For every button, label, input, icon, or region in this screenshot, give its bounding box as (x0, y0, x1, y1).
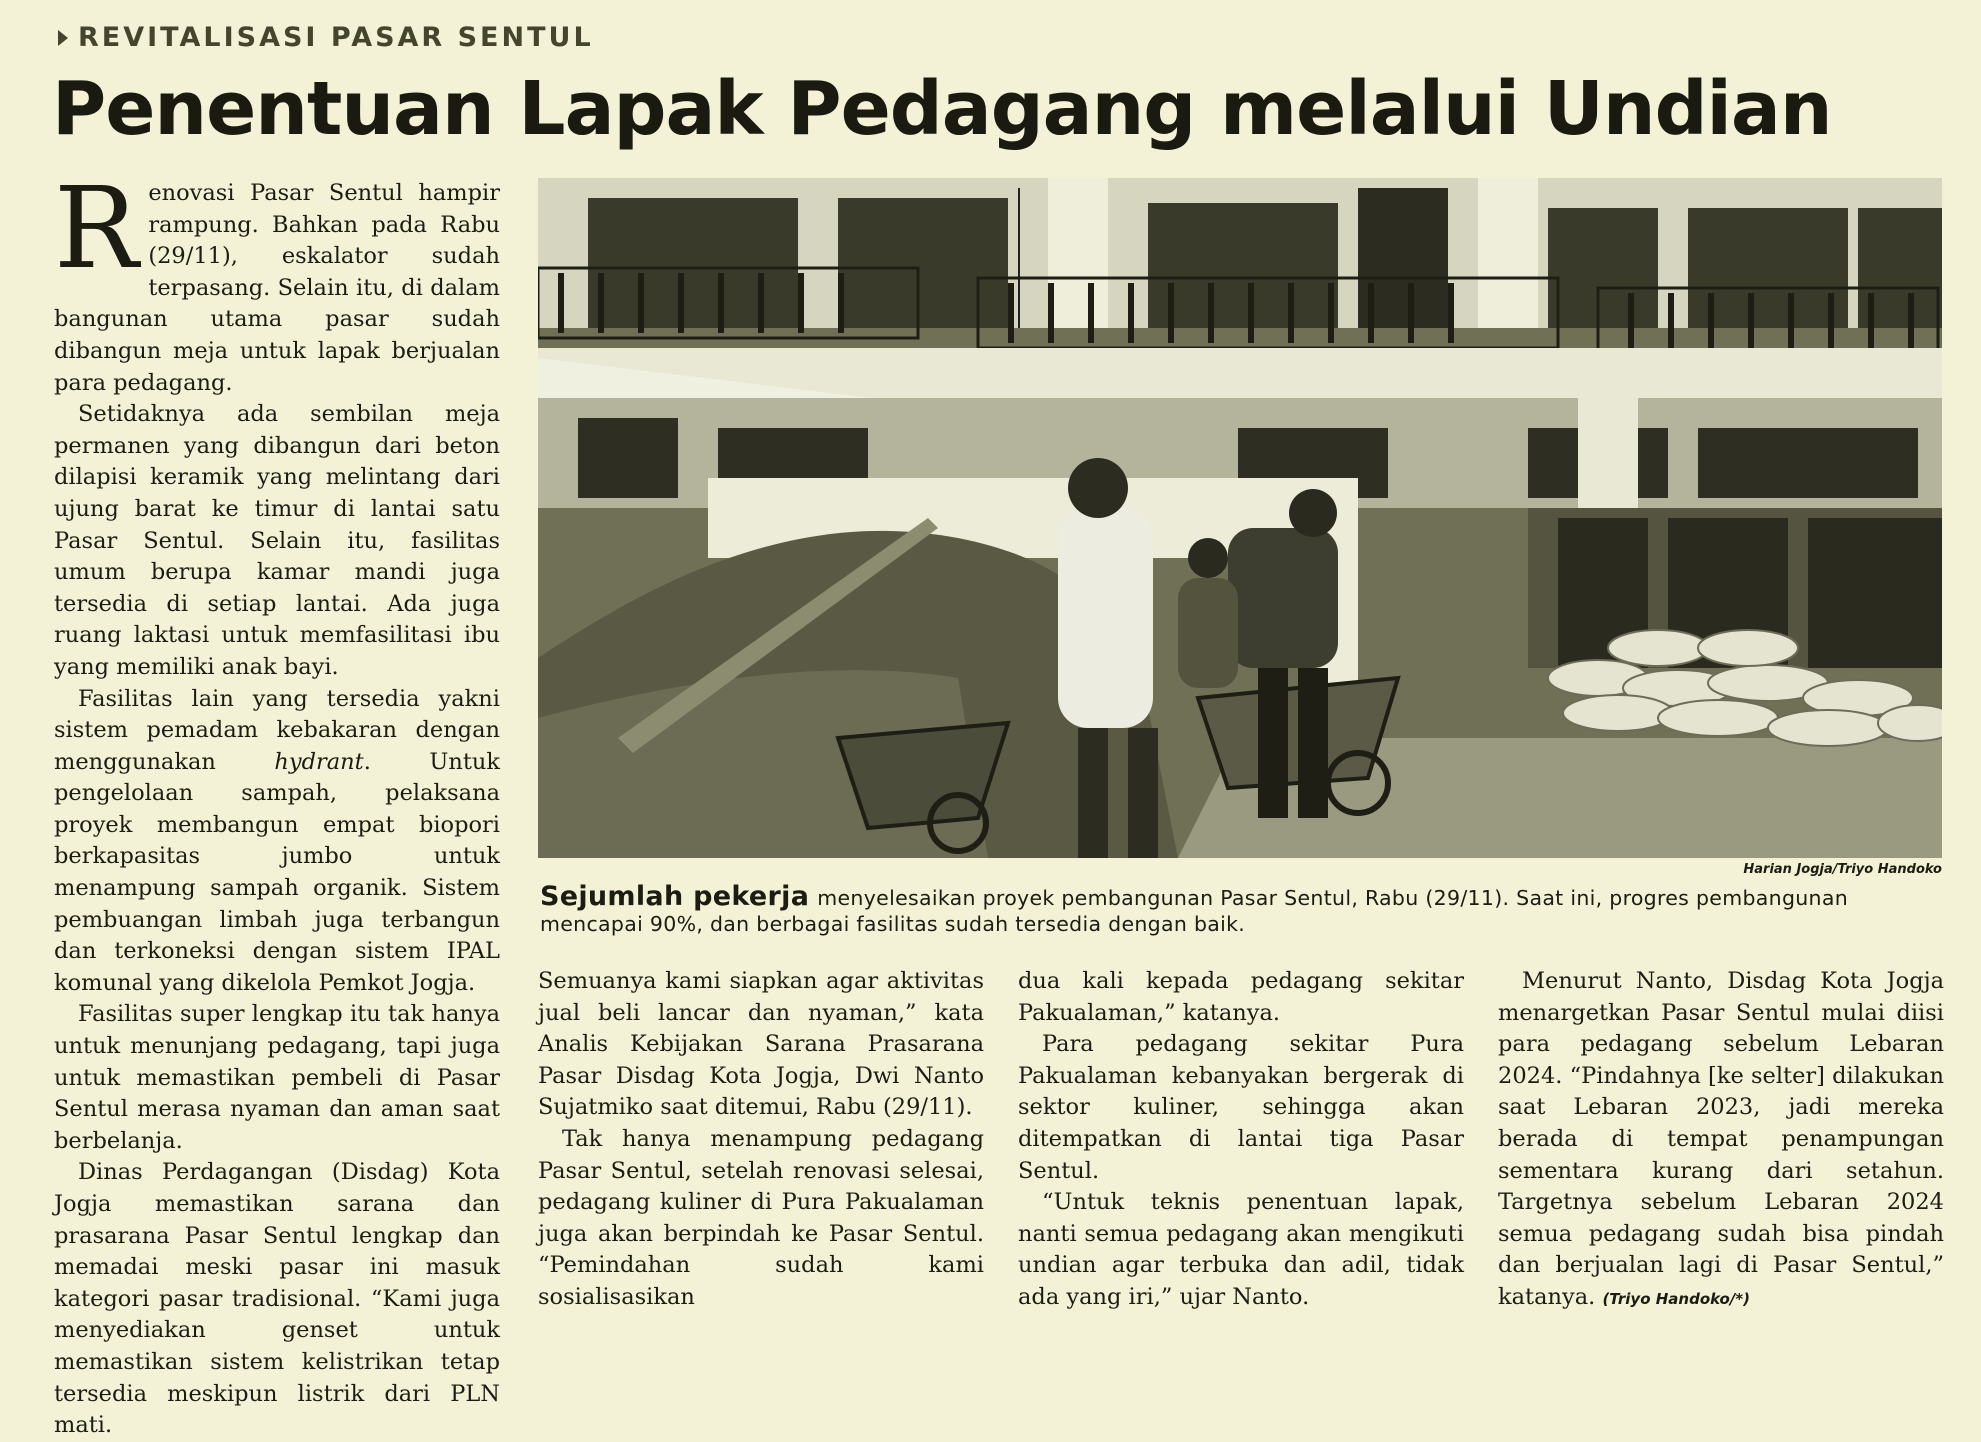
paragraph: Semuanya kami siapkan agar aktivitas jual beli lancar dan nyaman,” kata Analis Kebijakan Sarana Prasarana Pasar Disdag Kota Jogja, Dwi Nanto Sujatmiko saat ditemui, Rabu (29/11). (538, 968, 984, 1121)
paragraph-text: Menurut Nanto, Disdag Kota Jogja menargetkan Pasar Sentul mulai diisi para pedagang sebelum Lebaran 2024. “Pindahnya [ke selter] dilakukan saat Lebaran 2023, jadi mereka berada di tempat penampungan sementara kurang dari setahun. Targetnya sebelum Lebaran 2024 semua pedagang sudah bisa pindah dan berjualan lagi di Pasar Sentul,” katanya. (1498, 968, 1944, 1310)
paragraph-text: . Untuk pengelolaan sampah, pelaksana proyek membangun empat biopori berkapasitas jumbo untuk menampung sampah organik. Sistem pembuangan limbah juga terbangun dan terkoneksi dengan sistem IPAL komunal yang dikelola Pemkot Jogja. (54, 748, 500, 996)
triangle-right-icon (58, 30, 68, 46)
paragraph: Fasilitas super lengkap itu tak hanya untuk menunjang pedagang, tapi juga untuk memastikan pembeli di Pasar Sentul merasa nyaman dan aman saat berbelanja. (54, 1001, 500, 1154)
paragraph: Para pedagang sekitar Pura Pakualaman kebanyakan bergerak di sektor kuliner, sehingga akan ditempatkan di lantai tiga Pasar Sentul. (1018, 1031, 1464, 1184)
headline: Penentuan Lapak Pedagang melalui Undian (52, 66, 1832, 152)
article-column-2 (538, 966, 984, 1314)
drop-cap: R (54, 164, 139, 294)
article-column-4 (1498, 966, 1944, 1316)
caption-text: menyelesaikan proyek pembangunan Pasar Sentul, Rabu (29/11). Saat ini, progres pembangunan mencapai 90%, dan berbagai fasilitas sudah tersedia dengan baik. (540, 886, 1848, 936)
news-photo (538, 178, 1942, 858)
photo-caption (540, 881, 1942, 937)
article-column-1 (54, 164, 500, 1442)
article-column-3 (1018, 966, 1464, 1314)
construction-photo-illustration (538, 178, 1942, 858)
paragraph (54, 684, 500, 1000)
paragraph: Setidaknya ada sembilan meja permanen yang dibangun dari beton dilapisi keramik yang melintang dari ujung barat ke timur di lantai satu Pasar Sentul. Selain itu, fasilitas umum berupa kamar mandi juga tersedia di setiap lantai. Ada juga ruang laktasi untuk memfasilitasi ibu yang memiliki anak bayi. (54, 401, 500, 680)
paragraph (1498, 966, 1944, 1316)
paragraph-text: enovasi Pasar Sentul hampir rampung. Bahkan pada Rabu (29/11), eskalator sudah terpasang. Selain itu, di dalam bangunan utama pasar sudah dibangun meja untuk lapak berjualan para pedagang. (54, 180, 500, 396)
paragraph: “Untuk teknis penentuan lapak, nanti semua pedagang akan mengikuti undian agar terbuka dan adil, tidak ada yang iri,” ujar Nanto. (1018, 1189, 1464, 1310)
caption-lead: Sejumlah pekerja (540, 881, 810, 912)
paragraph: Tak hanya menampung pedagang Pasar Sentul, setelah renovasi selesai, pedagang kuliner di Pura Pakualaman juga akan berpindah ke Pasar Sentul. “Pemindahan sudah kami sosialisasikan (538, 1125, 984, 1310)
photo-credit: Harian Jogja/Triyo Handoko (1743, 862, 1942, 877)
paragraph (54, 164, 500, 399)
kicker (58, 22, 594, 53)
italic-term: hydrant (274, 748, 364, 775)
paragraph: Dinas Perdagangan (Disdag) Kota Jogja memastikan sarana dan prasarana Pasar Sentul lengkap dan memadai meski pasar ini masuk kategori pasar tradisional. “Kami juga menyediakan genset untuk memastikan sistem kelistrikan tetap tersedia meskipun listrik dari PLN mati. (54, 1159, 500, 1439)
paragraph-text: Fasilitas lain yang tersedia yakni sistem pemadam kebakaran dengan menggunakan (54, 685, 500, 775)
byline: (Triyo Handoko/*) (1602, 1289, 1751, 1308)
kicker-text: REVITALISASI PASAR SENTUL (78, 22, 594, 53)
paragraph: dua kali kepada pedagang sekitar Pakualaman,” katanya. (1018, 968, 1464, 1026)
